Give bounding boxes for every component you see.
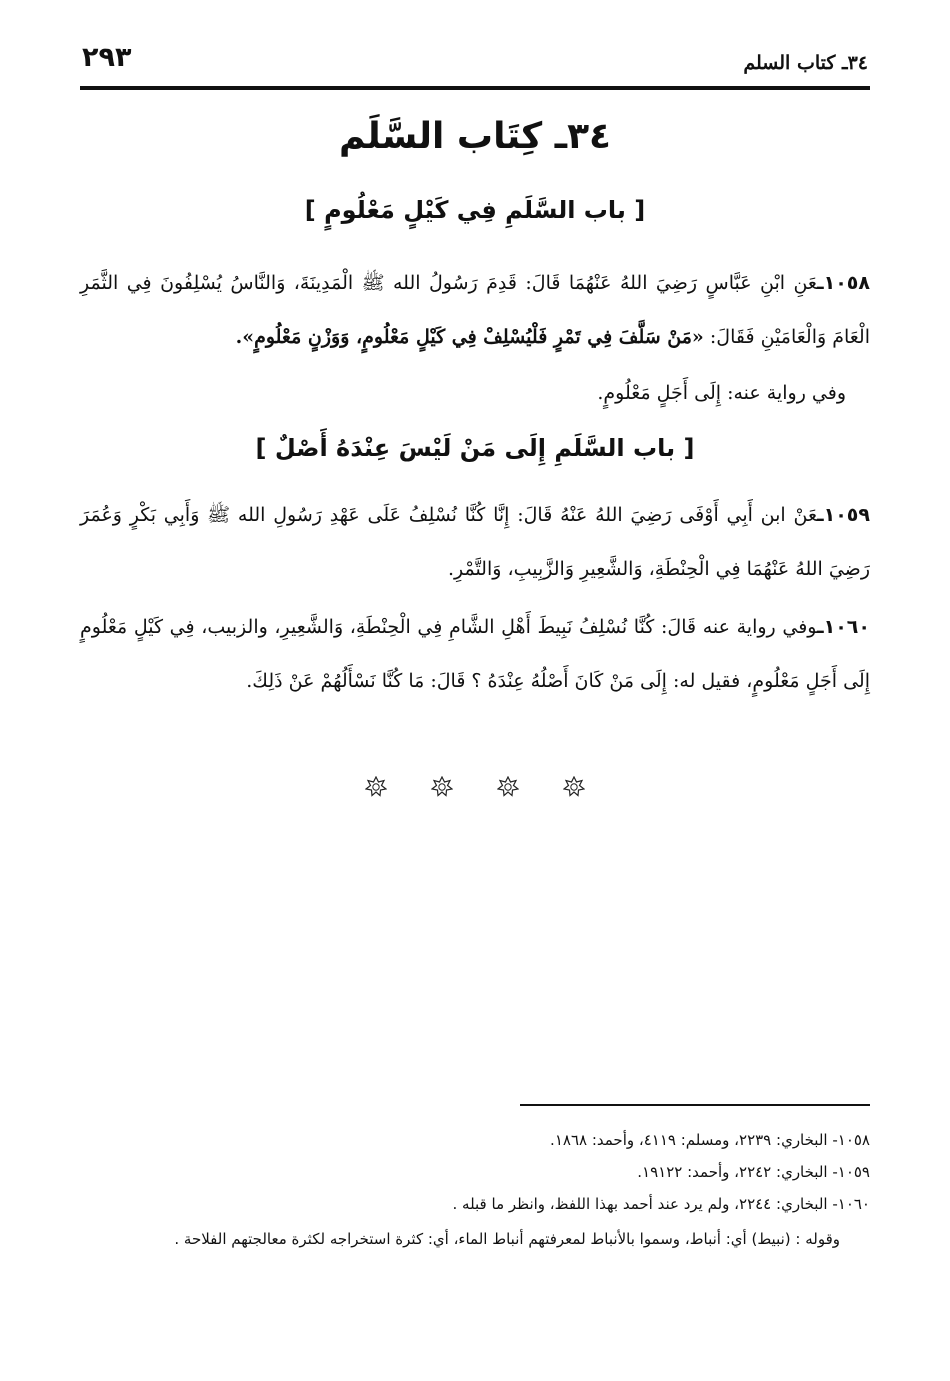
footnotes bbox=[80, 1124, 870, 1256]
section-end-ornaments bbox=[80, 776, 870, 798]
footnote-1059: ١٠٥٩- البخاري: ٢٢٤٢، وأحمد: ١٩١٢٢. bbox=[637, 1163, 870, 1181]
hadith-text: عَنِ ابْنِ عَبَّاسٍ رَضِيَ اللهُ عَنْهُمَا قَالَ: قَدِمَ رَسُولُ الله ﷺ الْمَدِينَةَ، وَالنَّاسُ يُسْلِفُونَ فِي الثَّمَرِ الْعَامَ وَالْعَامَيْنِ فَقَالَ: bbox=[80, 272, 870, 348]
section-heading-1: [ باب السَّلَمِ فِي كَيْلٍ مَعْلُومٍ ] bbox=[304, 196, 646, 224]
star-ornament-icon bbox=[497, 776, 519, 798]
footnote-1058: ١٠٥٨- البخاري: ٢٢٣٩، ومسلم: ٤١١٩، وأحمد: ١٨٦٨. bbox=[550, 1131, 870, 1149]
header-rule bbox=[80, 86, 870, 90]
footnote-gloss: وقوله : (نبيط) أي: أنباط، وسموا بالأنباط لمعرفتهم أنباط الماء، أي: كثرة استخراجه لكثرة معالجتهم الفلاحة . bbox=[174, 1230, 840, 1248]
footnote-1060: ١٠٦٠- البخاري: ٢٢٤٤، ولم يرد عند أحمد بهذا اللفظ، وانظر ما قبله . bbox=[452, 1195, 870, 1213]
page-number: ٢٩٣ bbox=[82, 42, 132, 73]
running-header bbox=[80, 36, 870, 86]
hadith-1058-riwaya: وفي رواية عنه: إِلَى أَجَلٍ مَعْلُومٍ. bbox=[597, 382, 846, 404]
hadith-number: ١٠٥٩ـ bbox=[817, 504, 870, 526]
footnote-rule bbox=[520, 1104, 870, 1106]
hadith-number: ١٠٦٠ـ bbox=[817, 616, 870, 638]
hadith-1058 bbox=[80, 256, 870, 364]
hadith-number: ١٠٥٨ـ bbox=[817, 272, 870, 294]
star-ornament-icon bbox=[431, 776, 453, 798]
book-page bbox=[80, 0, 870, 1381]
hadith-text: وفي رواية عنه قَالَ: كُنَّا نُسْلِفُ نَبِيطَ أَهْلِ الشَّامِ فِي الْحِنْطَةِ، وَالشَّعِيرِ، والزبيب، فِي كَيْلٍ مَعْلُومٍ إِلَى أَجَلٍ مَعْلُومٍ، فقيل له: إِلَى مَنْ كَانَ أَصْلُهُ عِنْدَهُ ؟ قَالَ: مَا كُنَّا نَسْأَلُهُمْ عَنْ ذَلِكَ. bbox=[80, 616, 870, 692]
hadith-quote: «مَنْ سَلَّفَ فِي تَمْرٍ فَلْيُسْلِفْ فِي كَيْلٍ مَعْلُومٍ، وَوَزْنٍ مَعْلُومٍ». bbox=[235, 326, 704, 348]
chapter-title: ٣٤ـ كِتَاب السَّلَم bbox=[338, 116, 612, 157]
hadith-text: عَنْ ابن أَبِي أَوْفَى رَضِيَ اللهُ عَنْهُ قَالَ: إِنَّا كُنَّا نُسْلِفُ عَلَى عَهْدِ رَسُولِ الله ﷺ وَأَبِي بَكْرٍ وَعُمَرَ رَضِيَ اللهُ عَنْهُمَا فِي الْحِنْطَةِ، وَالشَّعِيرِ وَالزَّبِيبِ، وَالتَّمْرِ. bbox=[80, 504, 870, 580]
hadith-1059 bbox=[80, 488, 870, 596]
star-ornament-icon bbox=[563, 776, 585, 798]
section-heading-2: [ باب السَّلَمِ إِلَى مَنْ لَيْسَ عِنْدَهُ أَصْلٌ ] bbox=[255, 434, 695, 462]
running-title: ٣٤ـ كتاب السلم bbox=[743, 52, 868, 74]
hadith-1060 bbox=[80, 600, 870, 708]
star-ornament-icon bbox=[365, 776, 387, 798]
